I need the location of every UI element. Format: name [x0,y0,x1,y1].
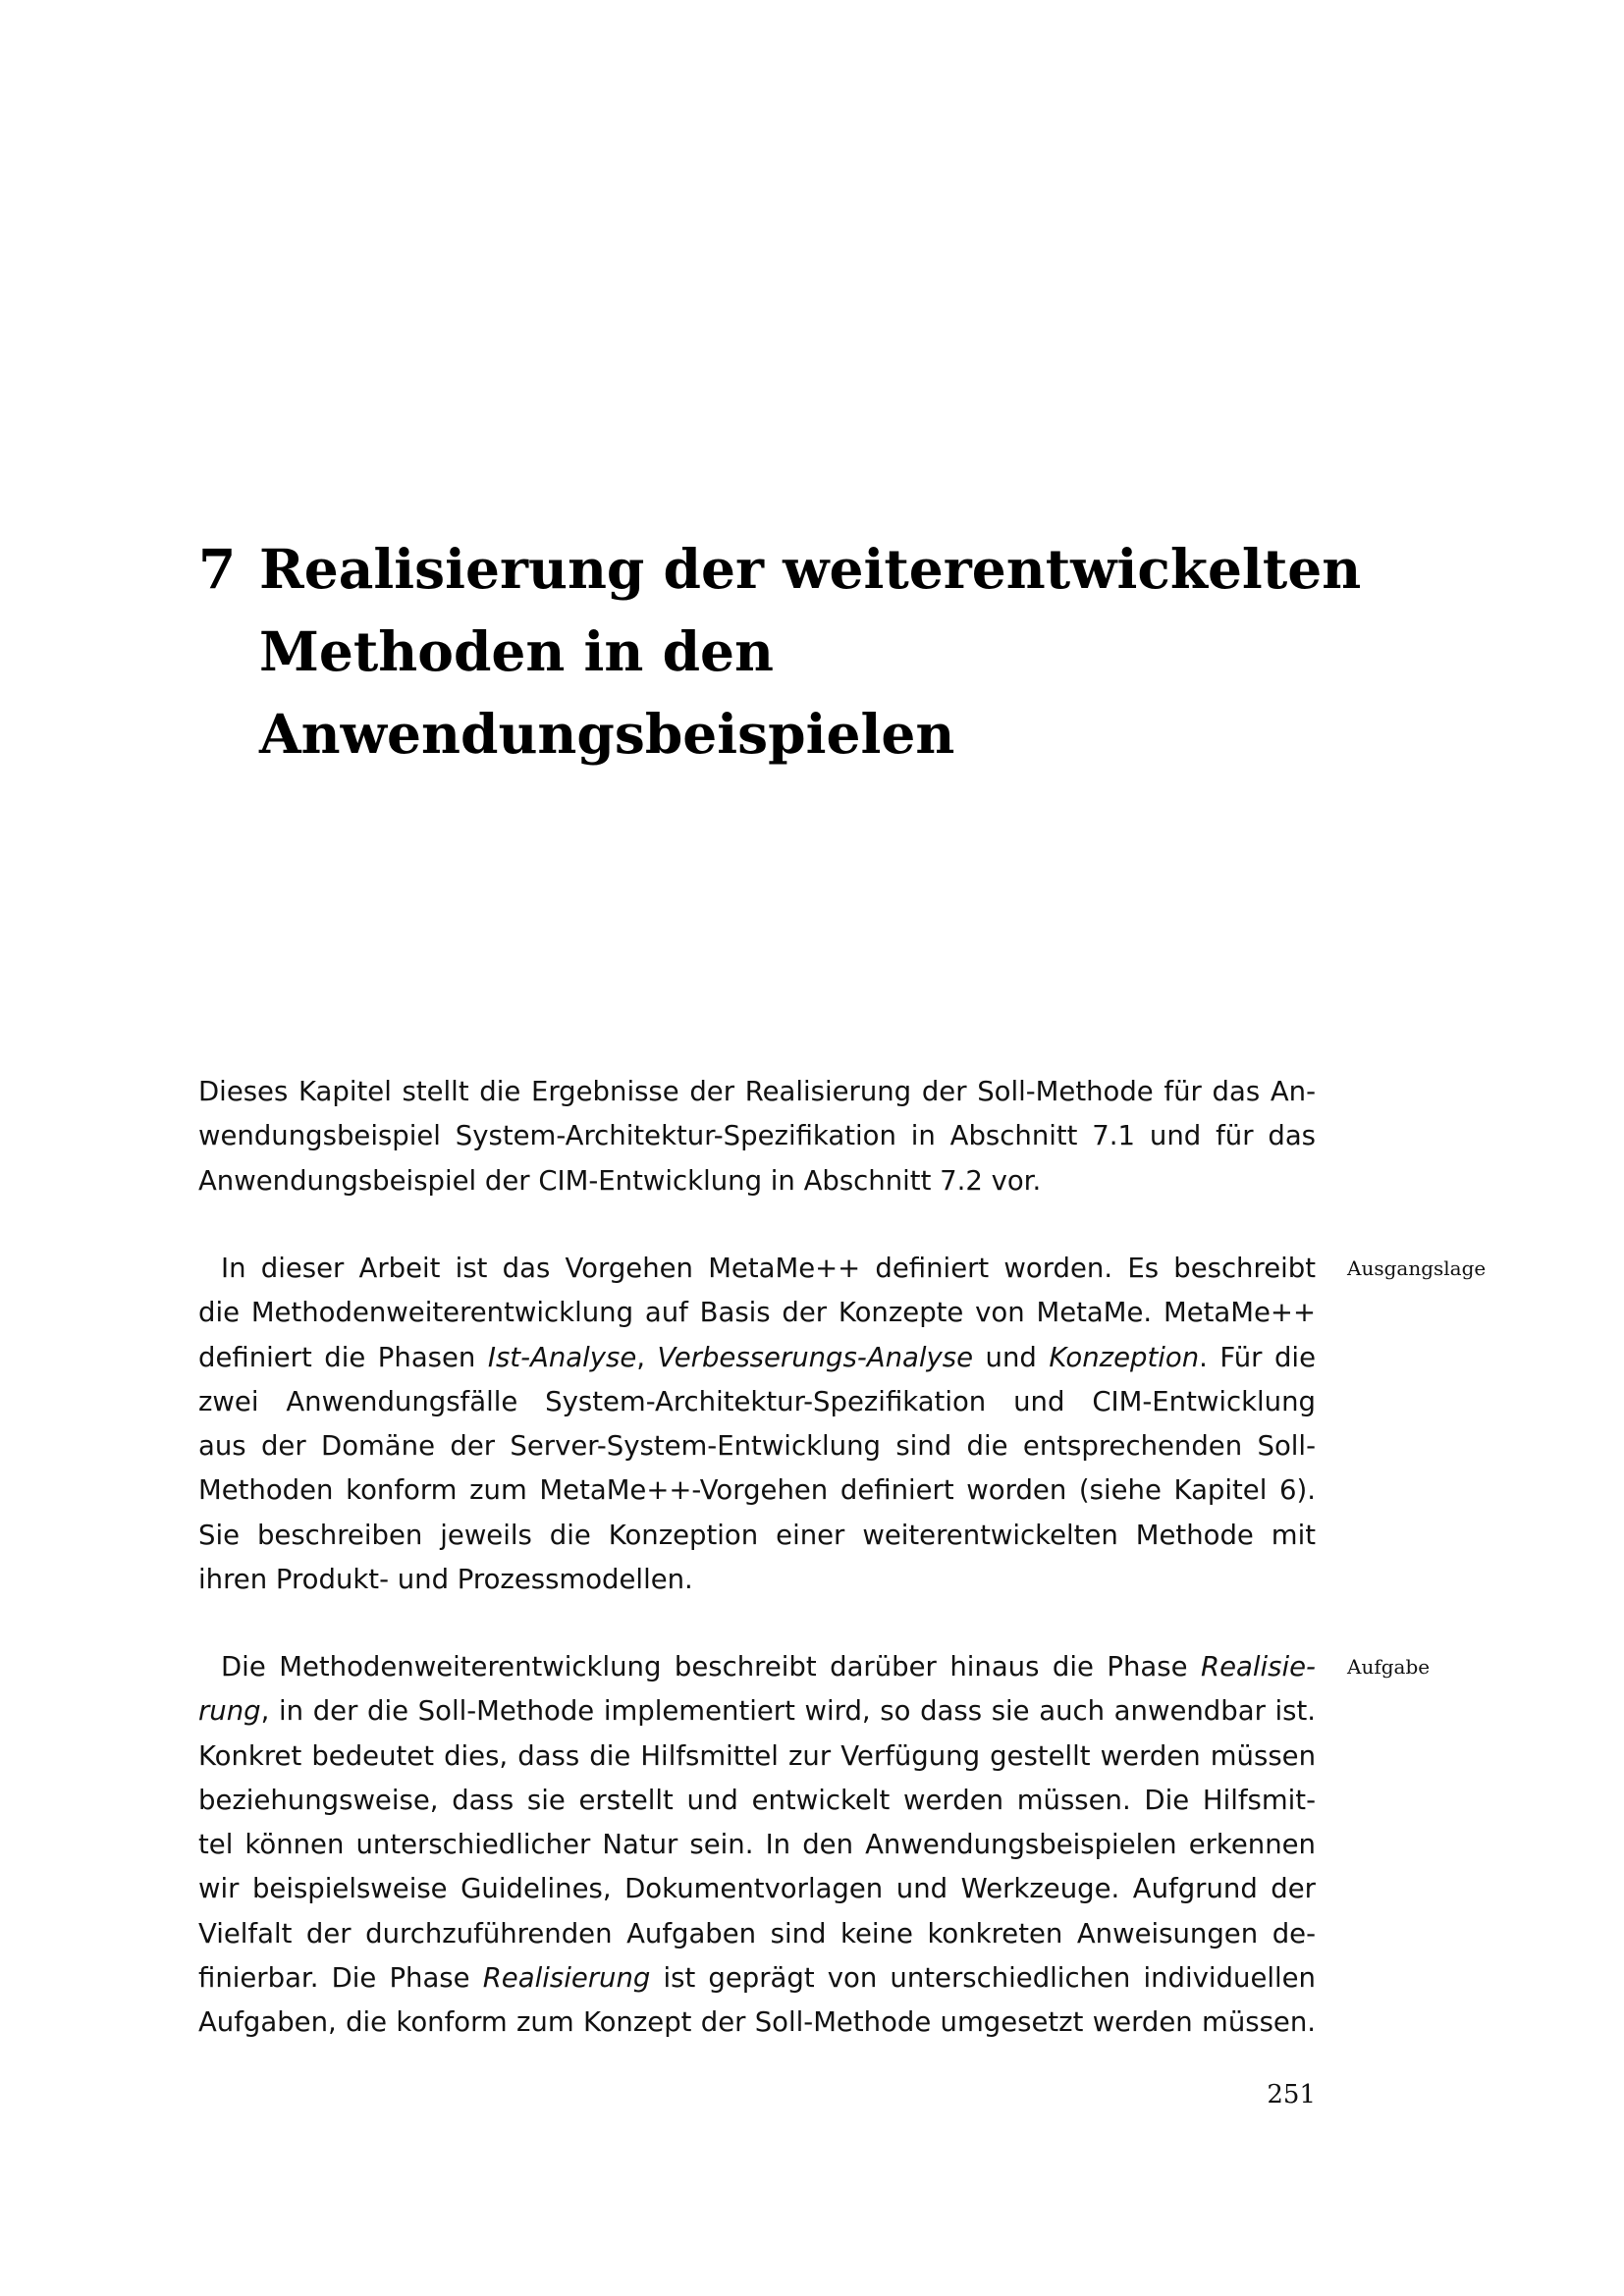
aufgabe-line-5: tel können unterschiedlicher Natur sein. In den Anwendungsbeispielen erkennen [198,1829,1316,1861]
text-segment: . Für die [1199,1341,1316,1373]
emphasis-rung: rung [198,1695,261,1728]
ausgangslage-paragraph [198,1247,1316,1602]
page-number: 251 [1267,2080,1316,2109]
intro-paragraph [198,1070,1316,1203]
ausgangslage-line-3 [198,1336,1316,1380]
intro-line-3: Anwendungsbeispiel der CIM-Entwicklung in Abschnitt 7.2 vor. [198,1164,1042,1197]
emphasis-verbesserungs-analyse: Verbesserungs-Analyse [657,1341,974,1373]
aufgabe-line-4: beziehungsweise, dass sie erstellt und entwickelt werden müssen. Die Hilfsmit- [198,1784,1316,1816]
aufgabe-line-9: Aufgaben, die konform zum Konzept der Soll-Methode umgesetzt werden müssen. [198,2006,1316,2039]
chapter-title-line-1: Realisierung der weiterentwickelten [259,537,1362,601]
margin-note-aufgabe: Aufgabe [1347,1655,1431,1679]
emphasis-realisierung: Realisie- [1201,1651,1316,1682]
chapter-title-line-2: Methoden in den [259,619,775,683]
margin-note-ausgangslage: Ausgangslage [1347,1256,1487,1280]
ausgangslage-line-5: aus der Domäne der Server-System-Entwicklung sind die entsprechenden Soll- [198,1430,1316,1463]
ausgangslage-line-8: ihren Produkt- und Prozessmodellen. [198,1564,693,1596]
aufgabe-line-8 [198,1956,1316,2001]
emphasis-ist-analyse: Ist-Analyse [487,1341,637,1373]
aufgabe-line-7: Vielfalt der durchzuführenden Aufgaben sind keine konkreten Anweisungen de- [198,1917,1316,1949]
text-segment: definiert die Phasen [198,1341,488,1373]
text-segment: finierbar. Die Phase [198,1962,483,1995]
text-segment: , [636,1341,658,1373]
text-segment: Die Methodenweiterentwicklung beschreibt darüber hinaus die Phase [221,1651,1202,1682]
text-segment: und [973,1341,1050,1373]
ausgangslage-line-7: Sie beschreiben jeweils die Konzeption einer weiterentwickelten Methode mit [198,1519,1316,1551]
aufgabe-line-1 [198,1645,1316,1689]
intro-line-2: wendungsbeispiel System-Architektur-Spezifikation in Abschnitt 7.1 und für das [198,1120,1316,1152]
aufgabe-paragraph [198,1645,1316,2046]
text-segment: , in der die Soll-Methode implementiert wird, so dass sie auch anwendbar ist. [260,1695,1316,1728]
emphasis-realisierung-2: Realisierung [482,1962,651,1995]
aufgabe-line-2 [198,1689,1316,1734]
aufgabe-line-3: Konkret bedeutet dies, dass die Hilfsmittel zur Verfügung gestellt werden müssen [198,1739,1316,1772]
chapter-title-line-3: Anwendungsbeispielen [259,702,955,766]
intro-line-1: Dieses Kapitel stellt die Ergebnisse der Realisierung der Soll-Methode für das An- [198,1076,1316,1107]
emphasis-konzeption: Konzeption [1049,1341,1200,1373]
aufgabe-line-6: wir beispielsweise Guidelines, Dokumentvorlagen und Werkzeuge. Aufgrund der [198,1873,1316,1905]
ausgangslage-line-6: Methoden konform zum MetaMe++-Vorgehen definiert worden (siehe Kapitel 6). [198,1474,1316,1507]
text-segment: ist geprägt von unterschiedlichen individuellen [650,1962,1316,1995]
ausgangslage-line-4: zwei Anwendungsfälle System-Architektur-Spezifikation und CIM-Entwicklung [198,1385,1316,1417]
chapter-number: 7 [198,537,237,601]
ausgangslage-line-2: die Methodenweiterentwicklung auf Basis der Konzepte von MetaMe. MetaMe++ [198,1297,1316,1329]
ausgangslage-line-1: In dieser Arbeit ist das Vorgehen MetaMe++ definiert worden. Es beschreibt [221,1253,1316,1284]
